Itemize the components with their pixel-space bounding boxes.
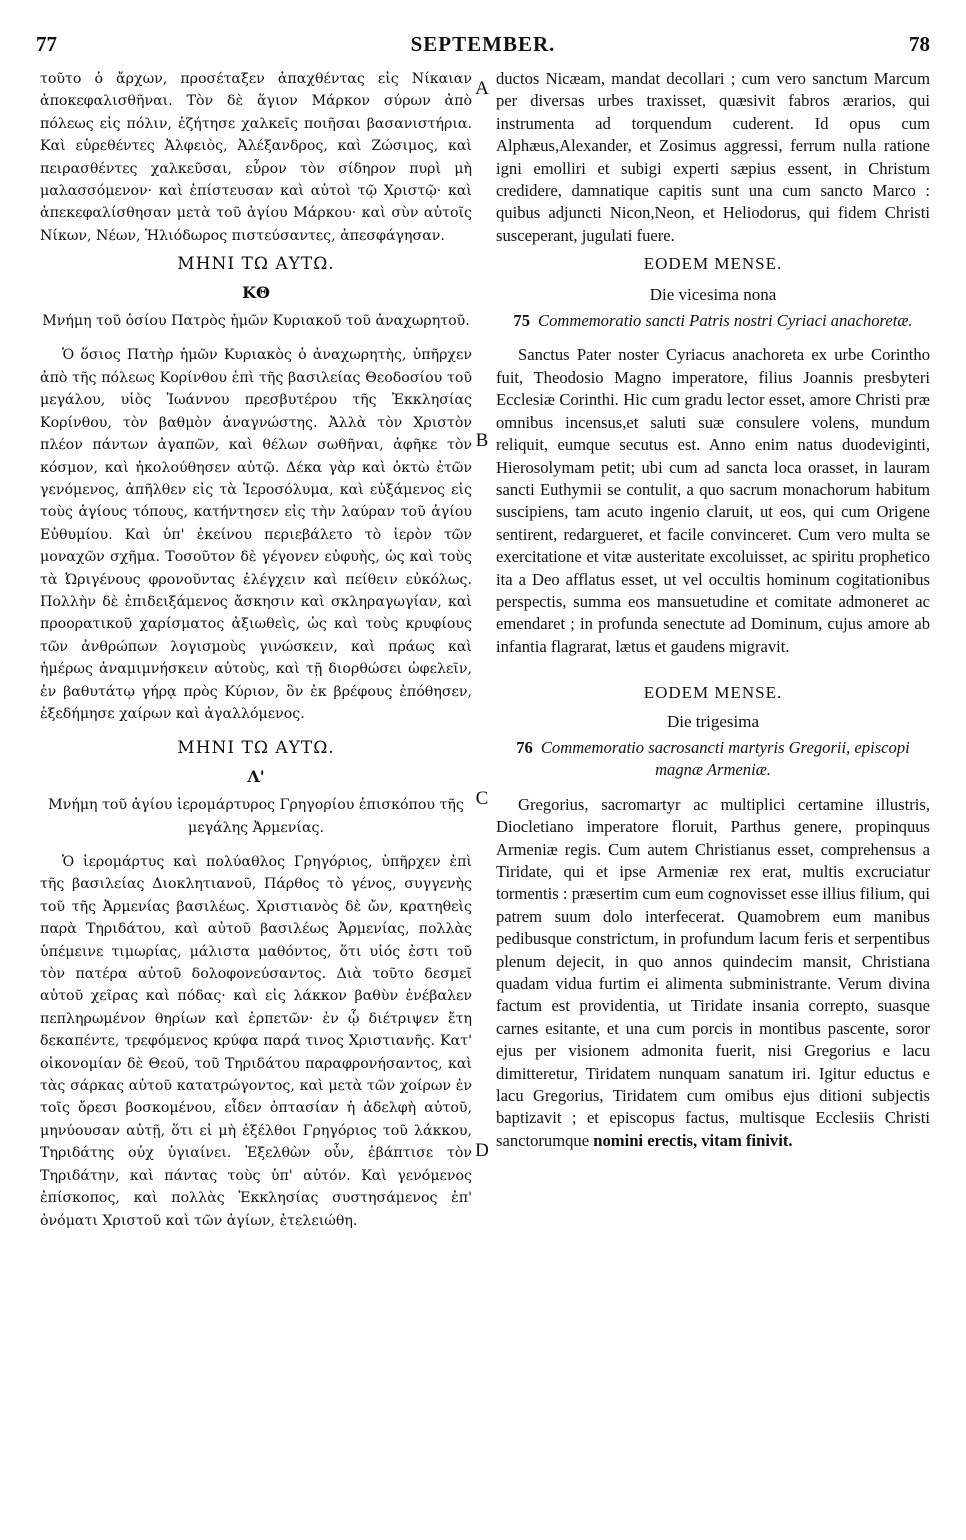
latin-day-heading-2: Die trigesima — [666, 711, 760, 731]
greek-column — [40, 68, 472, 1232]
latin-title-1-text: Commemoratio sancti Patris nostri Cyriaci anachoretæ. — [538, 311, 913, 331]
page-number-right: 78 — [909, 32, 930, 56]
margin-marker-b: B — [475, 430, 489, 451]
latin-paragraph-1: ductos Nicæam, mandat decollari ; cum vero sanctum Marcum per diversas urbes traxisset, quæsivit fabros ærarios, qui instrumenta ad torquendum cuderent. Id opus cum Alphæus,Alexander, et Zosimus aggressi, ferrum nulla ratione igni emolliri et subigi experti sæpius essent, in Christum credidere, damnatique capitis sunt una cum sancto Marco : quibus adjuncti Nicon,Neon, et Heliodorus, qui fidem Christi susceperant, jugulati fuere. — [496, 69, 930, 245]
margin-marker-d: D — [475, 1140, 489, 1161]
greek-day-number-1: ΚΘ — [242, 282, 270, 302]
latin-column — [496, 68, 930, 1152]
greek-paragraph-1: τοῦτο ὁ ἄρχων, προσέταξεν ἀπαχθέντας εἰς Νίκαιαν ἀποκεφαλισθῆναι. Τὸν δὲ ἅγιον Μάρκον σύρων ἀπὸ πόλεως εἰς πόλιν, ἐζήτησε χαλκεῖς ποιῆσαι βασανιστήρια. Καὶ εὑρεθέντες Ἀλφειὸς, Ἀλέξανδρος, καὶ Ζώσιμος, καὶ πειρασθέντες χαλκεῦσαι, εὗρον τὸν σίδηρον πυρὶ μὴ μαλασσόμενον· καὶ ἐπίστευσαν καὶ αὐτοὶ τῷ Χριστῷ· καὶ ἀπεκεφαλίσθησαν μετὰ τοῦ ἁγίου Μάρκου· καὶ σὺν αὐτοῖς Νίκων, Νέων, Ἡλιόδωρος πιστεύσαντες, ἀπεσφάγησαν. — [40, 71, 472, 244]
running-title: SEPTEMBER. — [410, 32, 556, 56]
page-number-left: 77 — [36, 32, 57, 56]
latin-paragraph-2: Sanctus Pater noster Cyriacus anachoreta ex urbe Corintho fuit, Theodosio Magno imperatore, filius Joannis presbyteri Ecclesiæ Corinthi. Hic cum gradu lector esset, amore Christi præ omnibus incensus,et saluti suæ consulere volens, mundum reliquit, eumque secutus est. Anno enim natus duodeviginti, Hierosolymam petit; ubi cum ad sancta loca orasset, in lauram sancti Euthymii se contulit, a quo sacrum monachorum habitum suscipiens, tam acuto ingenio claruit, ut eos, qui cum Origene sentirent, redargueret, et facile convinceret. Cum vero multa se exercitatione et vitæ austeritate excoluisset, ac spiritu prophetico ita a Deo afflatus esset, ut vel occultis hominum cogitationibus perspectis, summa eos mansuetudine et comitate admoneret ac emendaret ; in profunda senectute ad Dominum, cujus amore ab infantia flagrarat, lætus et gaudens migravit. — [496, 345, 930, 656]
latin-title-1 — [496, 310, 930, 332]
greek-title-2: Μνήμη τοῦ ἁγίου ἱερομάρτυρος Γρηγορίου ἐπισκόπου τῆς μεγάλης Ἀρμενίας. — [48, 797, 464, 836]
latin-title-2 — [496, 737, 930, 782]
latin-month-heading-2: EODEM MENSE. — [643, 683, 783, 703]
page-header — [36, 32, 930, 62]
latin-day-heading-1: Die vicesima nona — [649, 284, 777, 304]
greek-month-heading-2: ΜΗΝΙ ΤΩ ΑΥΤΩ. — [177, 738, 335, 759]
greek-day-number-2: Λ' — [247, 766, 265, 786]
latin-paragraph-3-end: nomini erectis, vitam finivit. — [593, 1130, 793, 1150]
greek-month-heading-1: ΜΗΝΙ ΤΩ ΑΥΤΩ. — [177, 254, 335, 275]
greek-paragraph-3: Ὁ ἱερομάρτυς καὶ πολύαθλος Γρηγόριος, ὑπῆρχεν ἐπὶ τῆς βασιλείας Διοκλητιανοῦ, Πάρθος τὸ γένος, συγγενὴς τοῦ τῆς Ἀρμενίας βασιλέως. Χριστιανὸς δὲ ὤν, κρατηθεὶς παρὰ Τηριδάτου, καὶ αὐτοῦ βασιλέως Ἀρμενίας, πολλὰς ὑπέμεινε τιμωρίας, μάλιστα μαθόντος, ὅτι υἱός ἐστι τοῦ τὸν πατέρα αὐτοῦ δολοφονεύσαντος. Διὰ τοῦτο δεσμεῖ αὐτοῦ χεῖρας καὶ πόδας· καὶ εἰς λάκκον βαθὺν ἐνέβαλεν πεπληρωμένον θηρίων καὶ ἑρπετῶν· ἐν ᾧ διέτριψεν ἔτη δεκαπέντε, τρεφόμενος κρύφα παρά τινος Χριστιανῆς. Κατ' οἰκονομίαν δὲ Θεοῦ, τοῦ Τηριδάτου παραφρονήσαντος, καὶ τὰς σάρκας αὐτοῦ κατατρώγοντος, καὶ μετὰ τῶν χοίρων ἐν τοῖς ὄρεσι βοσκομένου, εἶδεν ὀπτασίαν ἡ ἀδελφὴ αὐτοῦ, μηνύουσαν αὐτῇ, ὅτι εἰ μὴ ἐξέλθοι Γρηγόριος τοῦ λάκκου, Τηριδάτης οὐχ ὑγιαίνει. Ἐξελθὼν οὖν, ἐβάπτισε τὸν Τηριδάτην, καὶ πάντας τοὺς ὑπ' αὐτόν. Καὶ γενόμενος ἐπίσκοπος, καὶ πολλὰς Ἐκκλησίας συστησάμενος ἐπ' ὀνόματι Χριστοῦ καὶ τῶν ἁγίων, ἐτελειώθη. — [40, 854, 472, 1229]
latin-paragraph-3-text: Gregorius, sacromartyr ac multiplici certamine illustris, Diocletiano imperatore floruit, Parthus genere, propinquus Armeniæ regis. Cum autem Christianus esset, comprehensus a Tiridate, qui et ipse Armeniæ rex erat, multis excruciatur tormentis : præsertim cum eum cognovisset esse illius filium, qui patrem suum dolo interfecerat. Quamobrem eum manibus pedibusque constrictum, in profundum lacum feris et serpentibus plenum dejecit, in quo annos quindecim mansit, Christiana quadam vidua furtim ei alimenta subministrante. Verum divina factum est providentia, ut Tiridate insania correpto, suasque carnes esitante, et una cum porcis in montibus pascente, soror ejus per visionem admonita fuerit, nisi Gregorius e lacu dimitteretur, Tiridatem nunquam sanatum iri. Igitur eductus e lacu Gregorius, Tiridatem cum omibus ejus ditioni subjectis baptizavit ; et episcopus factus, multisque Ecclesiis Christi sanctorumque — [496, 794, 930, 1150]
entry-number-75: 75 — [513, 311, 530, 331]
latin-paragraph-3 — [496, 794, 930, 1153]
margin-marker-a: A — [475, 78, 489, 99]
latin-title-2-text: Commemoratio sacrosancti martyris Gregorii, episcopi magnæ Armeniæ. — [540, 737, 910, 780]
margin-marker-c: C — [475, 788, 489, 809]
greek-paragraph-2: Ὁ ὅσιος Πατὴρ ἡμῶν Κυριακὸς ὁ ἀναχωρητὴς, ὑπῆρχεν ἀπὸ τῆς πόλεως Κορίνθου ἐπὶ τῆς βασιλείας Θεοδοσίου τοῦ μεγάλου, υἱὸς Ἰωάννου πρεσβυτέρου τῆς Ἐκκλησίας Κορίνθου, τὸν βαθμὸν ἀναγνώστης. Ἀλλὰ τὸν Χριστὸν πλέον πάντων ἀγαπῶν, καὶ θέλων σωθῆναι, ἀφῆκε τὸν κόσμον, καὶ ἠκολούθησεν αὐτῷ. Δέκα γὰρ καὶ ὀκτὼ ἐτῶν γενόμενος, ἀπῆλθεν εἰς τὰ Ἱεροσόλυμα, καὶ εὐξάμενος εἰς τοὺς ἁγίους τόπους, κατήντησεν εἰς τὴν λαύραν τοῦ ἁγίου Εὐθυμίου. Καὶ ὑπ' ἐκείνου περιεβάλετο τὸ ἱερὸν τῶν μοναχῶν σχῆμα. Τοσοῦτον δὲ γέγονεν εὐφυὴς, ὡς καὶ τοὺς τὰ Ὠριγένους φρονοῦντας ἐλέγχειν καὶ πείθειν εὐκόλως. Πολλὴν δὲ ἐπιδειξάμενος ἄσκησιν καὶ σκληραγωγίαν, καὶ προορατικοῦ χαρίσματος ἀξιωθεὶς, ὡς καὶ τοὺς κρυφίους τῶν ἀνθρώπων λογισμοὺς γινώσκειν, καὶ πράως καὶ ἡμέρως ἀναμιμνήσκειν αὐτοὺς, καὶ τῇ διορθώσει ὠφελεῖν, ἐν βαθυτάτῳ γήρᾳ πρὸς Κύριον, ὃν ἐκ βρέφους ἐπόθησεν, ἐξεδήμησε χαίρων καὶ ἀγαλλόμενος. — [40, 347, 472, 722]
latin-month-heading-1: EODEM MENSE. — [643, 254, 783, 274]
entry-number-76: 76 — [516, 737, 533, 757]
greek-title-1: Μνήμη τοῦ ὁσίου Πατρὸς ἡμῶν Κυριακοῦ τοῦ ἀναχωρητοῦ. — [42, 313, 470, 330]
